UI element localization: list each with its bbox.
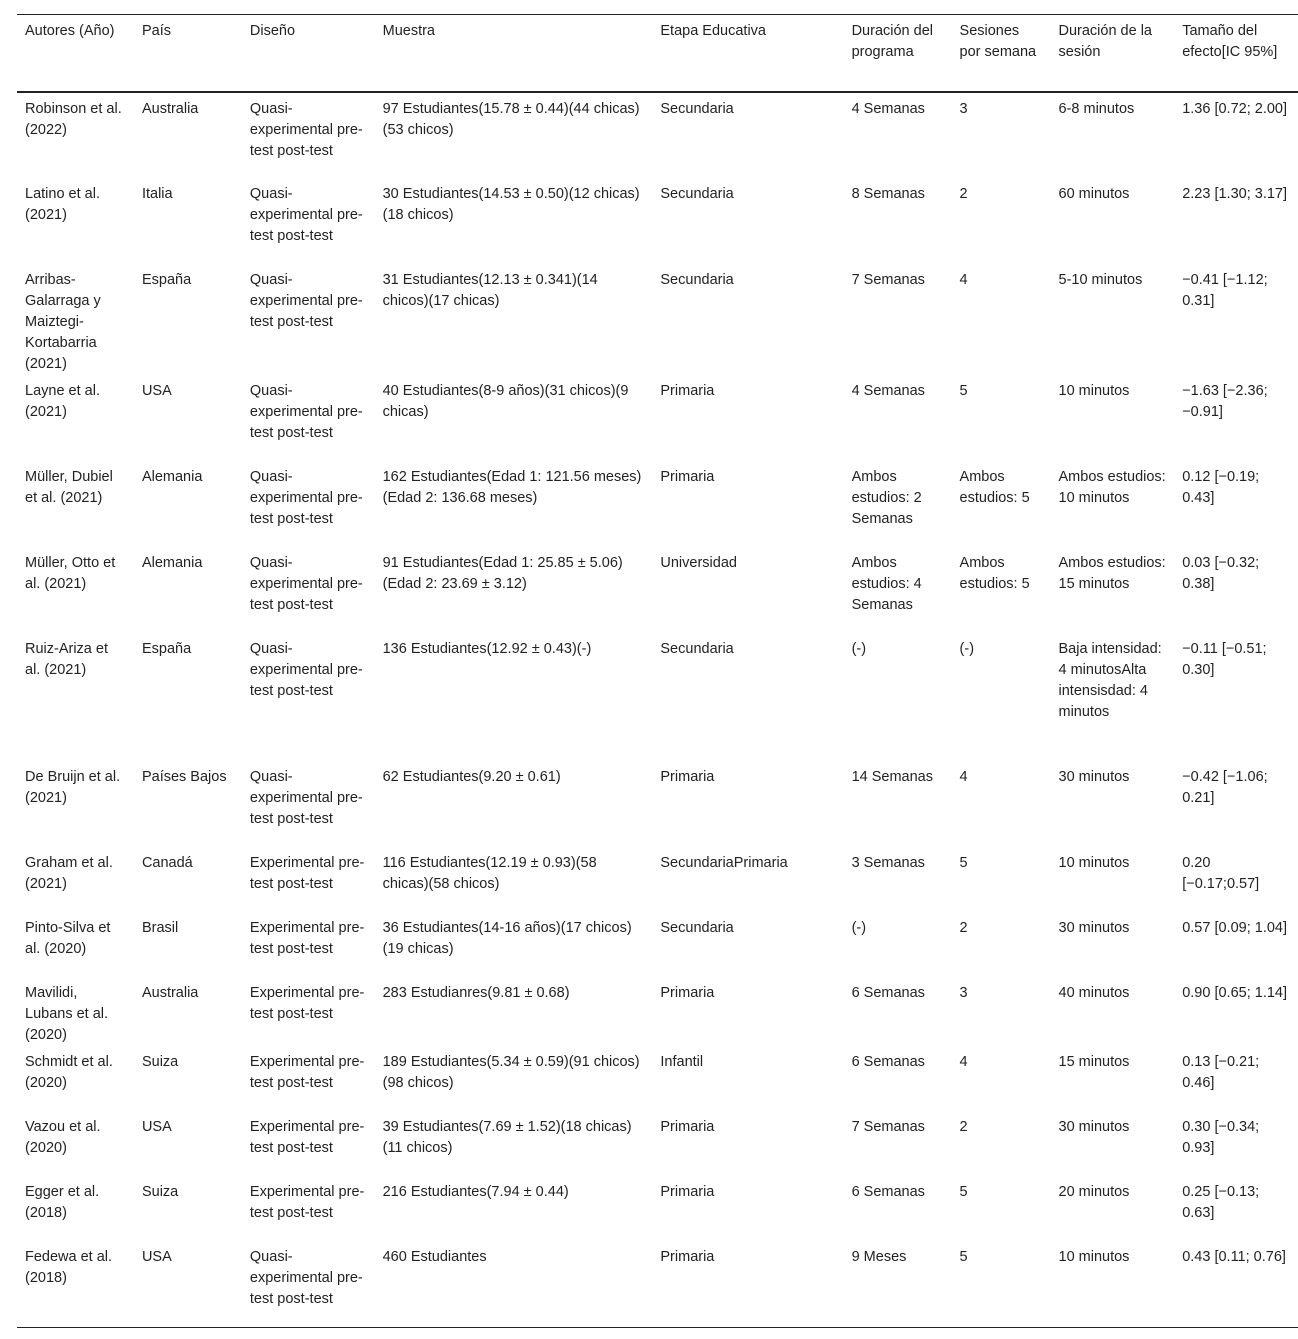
table-row xyxy=(17,375,1298,461)
cell-sesiones: 4 xyxy=(959,272,968,288)
cell-duracion-sesion: 30 minutos xyxy=(1058,920,1130,936)
cell-tamano-efecto: 0.57 [0.09; 1.04] xyxy=(1182,920,1288,936)
cell-tamano-efecto: 0.03 [−0.32; 0.38] xyxy=(1182,555,1260,592)
table-row xyxy=(17,1241,1298,1327)
cell-sesiones: Ambos estudios: 5 xyxy=(959,555,1030,592)
cell-duracion-programa: Ambos estudios: 4 Semanas xyxy=(851,555,922,613)
table-header xyxy=(17,15,1298,93)
table-row xyxy=(17,264,1298,375)
header-pais: País xyxy=(141,23,171,39)
cell-muestra: 189 Estudiantes(5.34 ± 0.59)(91 chicos)(98 chicos) xyxy=(382,1054,640,1091)
cell-etapa: SecundariaPrimaria xyxy=(660,855,788,871)
cell-duracion-programa: 4 Semanas xyxy=(851,101,925,117)
header-diseno: Diseño xyxy=(249,23,296,39)
cell-muestra: 460 Estudiantes xyxy=(382,1249,487,1265)
cell-autores: Graham et al. (2021) xyxy=(25,855,113,892)
cell-duracion-programa: 14 Semanas xyxy=(851,769,933,785)
cell-diseno: Quasi-experimental pre-test post-test xyxy=(249,186,363,244)
table-body xyxy=(17,92,1298,1327)
cell-etapa: Primaria xyxy=(660,1249,715,1265)
cell-autores: De Bruijn et al. (2021) xyxy=(25,769,121,806)
cell-muestra: 283 Estudianres(9.81 ± 0.68) xyxy=(382,985,570,1001)
cell-etapa: Primaria xyxy=(660,1119,715,1135)
table-row xyxy=(17,977,1298,1046)
cell-tamano-efecto: 0.43 [0.11; 0.76] xyxy=(1182,1249,1286,1265)
cell-diseno: Quasi-experimental pre-test post-test xyxy=(249,1249,363,1307)
cell-duracion-sesion: 60 minutos xyxy=(1058,186,1130,202)
cell-tamano-efecto: −0.11 [−0.51; 0.30] xyxy=(1182,641,1267,678)
cell-muestra: 62 Estudiantes(9.20 ± 0.61) xyxy=(382,769,561,785)
cell-sesiones: 4 xyxy=(959,1054,968,1070)
cell-etapa: Secundaria xyxy=(660,920,734,936)
cell-duracion-programa: 6 Semanas xyxy=(851,1054,925,1070)
cell-autores: Pinto-Silva et al. (2020) xyxy=(25,920,111,957)
cell-duracion-sesion: 5-10 minutos xyxy=(1058,272,1143,288)
cell-autores: Egger et al. (2018) xyxy=(25,1184,100,1221)
cell-sesiones: 5 xyxy=(959,855,968,871)
cell-tamano-efecto: 0.20 [−0.17;0.57] xyxy=(1182,855,1260,892)
cell-duracion-programa: (-) xyxy=(851,920,867,936)
cell-autores: Layne et al. (2021) xyxy=(25,383,100,420)
cell-diseno: Experimental pre-test post-test xyxy=(249,1184,365,1221)
table-row xyxy=(17,633,1298,761)
cell-autores: Müller, Otto et al. (2021) xyxy=(25,555,116,592)
cell-pais: Países Bajos xyxy=(141,769,227,785)
cell-duracion-sesion: 30 minutos xyxy=(1058,769,1130,785)
cell-autores: Latino et al. (2021) xyxy=(25,186,100,223)
cell-sesiones: 4 xyxy=(959,769,968,785)
cell-pais: USA xyxy=(141,1119,172,1135)
cell-sesiones: (-) xyxy=(959,641,975,657)
cell-muestra: 162 Estudiantes(Edad 1: 121.56 meses)(Edad 2: 136.68 meses) xyxy=(382,469,642,506)
cell-duracion-sesion: Ambos estudios: 15 minutos xyxy=(1058,555,1166,592)
cell-muestra: 30 Estudiantes(14.53 ± 0.50)(12 chicas)(18 chicos) xyxy=(382,186,640,223)
cell-muestra: 97 Estudiantes(15.78 ± 0.44)(44 chicas)(53 chicos) xyxy=(382,101,640,138)
cell-pais: Alemania xyxy=(141,555,203,571)
header-duracion-programa: Duración del programa xyxy=(851,23,933,60)
cell-etapa: Primaria xyxy=(660,383,715,399)
cell-duracion-sesion: 10 minutos xyxy=(1058,1249,1130,1265)
cell-diseno: Experimental pre-test post-test xyxy=(249,985,365,1022)
cell-autores: Schmidt et al. (2020) xyxy=(25,1054,113,1091)
cell-diseno: Experimental pre-test post-test xyxy=(249,855,365,892)
cell-duracion-programa: (-) xyxy=(851,641,867,657)
cell-tamano-efecto: 2.23 [1.30; 3.17] xyxy=(1182,186,1288,202)
cell-diseno: Quasi-experimental pre-test post-test xyxy=(249,555,363,613)
cell-tamano-efecto: −0.41 [−1.12; 0.31] xyxy=(1182,272,1268,309)
cell-duracion-programa: 8 Semanas xyxy=(851,186,925,202)
cell-pais: USA xyxy=(141,383,172,399)
cell-duracion-programa: 7 Semanas xyxy=(851,1119,925,1135)
cell-muestra: 39 Estudiantes(7.69 ± 1.52)(18 chicas)(11 chicos) xyxy=(382,1119,632,1156)
cell-diseno: Quasi-experimental pre-test post-test xyxy=(249,641,363,699)
cell-sesiones: 3 xyxy=(959,985,968,1001)
cell-etapa: Primaria xyxy=(660,1184,715,1200)
header-autores: Autores (Año) xyxy=(25,23,115,39)
cell-muestra: 116 Estudiantes(12.19 ± 0.93)(58 chicas)(58 chicos) xyxy=(382,855,597,892)
header-sesiones: Sesiones por semana xyxy=(959,23,1037,60)
cell-tamano-efecto: 0.90 [0.65; 1.14] xyxy=(1182,985,1288,1001)
cell-tamano-efecto: −1.63 [−2.36; −0.91] xyxy=(1182,383,1268,420)
cell-etapa: Secundaria xyxy=(660,272,734,288)
cell-tamano-efecto: −0.42 [−1.06; 0.21] xyxy=(1182,769,1268,806)
cell-etapa: Secundaria xyxy=(660,101,734,117)
cell-diseno: Quasi-experimental pre-test post-test xyxy=(249,769,363,827)
cell-diseno: Experimental pre-test post-test xyxy=(249,1119,365,1156)
cell-pais: Canadá xyxy=(141,855,193,871)
cell-muestra: 36 Estudiantes(14-16 años)(17 chicos)(19 chicas) xyxy=(382,920,632,957)
cell-muestra: 91 Estudiantes(Edad 1: 25.85 ± 5.06)(Edad 2: 23.69 ± 3.12) xyxy=(382,555,623,592)
cell-duracion-sesion: 15 minutos xyxy=(1058,1054,1130,1070)
cell-tamano-efecto: 0.12 [−0.19; 0.43] xyxy=(1182,469,1260,506)
cell-duracion-programa: 7 Semanas xyxy=(851,272,925,288)
cell-tamano-efecto: 0.13 [−0.21; 0.46] xyxy=(1182,1054,1260,1091)
table-row xyxy=(17,912,1298,977)
cell-duracion-sesion: 10 minutos xyxy=(1058,383,1130,399)
cell-tamano-efecto: 0.25 [−0.13; 0.63] xyxy=(1182,1184,1260,1221)
cell-duracion-programa: 6 Semanas xyxy=(851,1184,925,1200)
cell-pais: Alemania xyxy=(141,469,203,485)
table-row xyxy=(17,1111,1298,1176)
table-row xyxy=(17,92,1298,178)
cell-diseno: Experimental pre-test post-test xyxy=(249,1054,365,1091)
cell-muestra: 40 Estudiantes(8-9 años)(31 chicos)(9 chicas) xyxy=(382,383,629,420)
cell-pais: Brasil xyxy=(141,920,179,936)
header-row xyxy=(17,15,1298,93)
cell-autores: Ruiz-Ariza et al. (2021) xyxy=(25,641,108,678)
cell-pais: Australia xyxy=(141,985,199,1001)
cell-autores: Robinson et al. (2022) xyxy=(25,101,122,138)
cell-sesiones: Ambos estudios: 5 xyxy=(959,469,1030,506)
header-duracion-sesion: Duración de la sesión xyxy=(1058,23,1152,60)
table-row xyxy=(17,847,1298,912)
cell-duracion-sesion: 6-8 minutos xyxy=(1058,101,1135,117)
cell-tamano-efecto: 0.30 [−0.34; 0.93] xyxy=(1182,1119,1260,1156)
header-etapa: Etapa Educativa xyxy=(660,23,766,39)
cell-sesiones: 2 xyxy=(959,920,968,936)
cell-autores: Mavilidi, Lubans et al. (2020) xyxy=(25,985,109,1043)
cell-diseno: Quasi-experimental pre-test post-test xyxy=(249,272,363,330)
table-row xyxy=(17,761,1298,847)
cell-etapa: Secundaria xyxy=(660,641,734,657)
cell-duracion-sesion: 30 minutos xyxy=(1058,1119,1130,1135)
cell-tamano-efecto: 1.36 [0.72; 2.00] xyxy=(1182,101,1288,117)
cell-sesiones: 5 xyxy=(959,383,968,399)
cell-sesiones: 2 xyxy=(959,186,968,202)
cell-autores: Arribas-Galarraga y Maiztegi-Kortabarria (2021) xyxy=(25,272,101,372)
cell-pais: Italia xyxy=(141,186,173,202)
table-row xyxy=(17,1046,1298,1111)
cell-pais: España xyxy=(141,641,192,657)
cell-muestra: 31 Estudiantes(12.13 ± 0.341)(14 chicos)(17 chicas) xyxy=(382,272,598,309)
cell-autores: Müller, Dubiel et al. (2021) xyxy=(25,469,113,506)
cell-duracion-sesion: Ambos estudios: 10 minutos xyxy=(1058,469,1166,506)
cell-duracion-sesion: Baja intensidad: 4 minutosAlta intensisdad: 4 minutos xyxy=(1058,641,1162,720)
cell-diseno: Quasi-experimental pre-test post-test xyxy=(249,469,363,527)
cell-muestra: 136 Estudiantes(12.92 ± 0.43)(-) xyxy=(382,641,592,657)
cell-duracion-sesion: 10 minutos xyxy=(1058,855,1130,871)
cell-duracion-programa: 6 Semanas xyxy=(851,985,925,1001)
cell-sesiones: 5 xyxy=(959,1249,968,1265)
cell-diseno: Quasi-experimental pre-test post-test xyxy=(249,383,363,441)
cell-duracion-programa: Ambos estudios: 2 Semanas xyxy=(851,469,922,527)
cell-pais: Australia xyxy=(141,101,199,117)
cell-pais: España xyxy=(141,272,192,288)
table-row xyxy=(17,178,1298,264)
table-row xyxy=(17,461,1298,547)
table-row xyxy=(17,547,1298,633)
cell-etapa: Secundaria xyxy=(660,186,734,202)
header-tamano-efecto: Tamaño del efecto[IC 95%] xyxy=(1182,23,1278,60)
cell-pais: USA xyxy=(141,1249,172,1265)
cell-duracion-sesion: 40 minutos xyxy=(1058,985,1130,1001)
cell-etapa: Infantil xyxy=(660,1054,704,1070)
cell-autores: Vazou et al. (2020) xyxy=(25,1119,101,1156)
cell-etapa: Universidad xyxy=(660,555,737,571)
header-muestra: Muestra xyxy=(382,23,435,39)
cell-autores: Fedewa et al. (2018) xyxy=(25,1249,113,1286)
cell-etapa: Primaria xyxy=(660,769,715,785)
cell-sesiones: 5 xyxy=(959,1184,968,1200)
cell-duracion-programa: 3 Semanas xyxy=(851,855,925,871)
cell-etapa: Primaria xyxy=(660,985,715,1001)
table-row xyxy=(17,1176,1298,1241)
cell-sesiones: 2 xyxy=(959,1119,968,1135)
cell-sesiones: 3 xyxy=(959,101,968,117)
cell-duracion-programa: 4 Semanas xyxy=(851,383,925,399)
cell-pais: Suiza xyxy=(141,1184,179,1200)
cell-diseno: Quasi-experimental pre-test post-test xyxy=(249,101,363,159)
studies-table xyxy=(17,14,1298,1328)
cell-duracion-sesion: 20 minutos xyxy=(1058,1184,1130,1200)
cell-etapa: Primaria xyxy=(660,469,715,485)
cell-duracion-programa: 9 Meses xyxy=(851,1249,907,1265)
cell-muestra: 216 Estudiantes(7.94 ± 0.44) xyxy=(382,1184,569,1200)
cell-pais: Suiza xyxy=(141,1054,179,1070)
cell-diseno: Experimental pre-test post-test xyxy=(249,920,365,957)
